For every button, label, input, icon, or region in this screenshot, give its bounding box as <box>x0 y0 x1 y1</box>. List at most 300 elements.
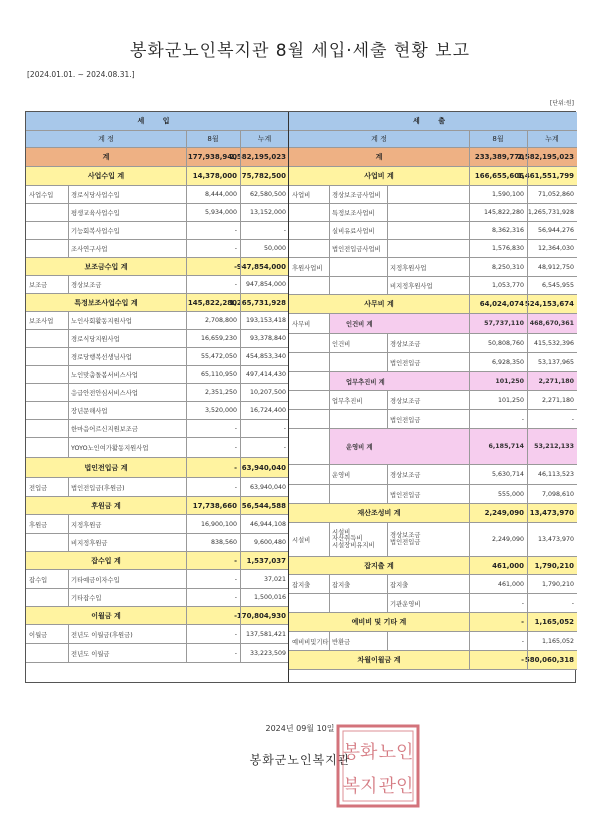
row-month-value: 145,822,280 <box>187 298 237 307</box>
column-divider <box>186 570 187 588</box>
row-cumulative-value: 9,600,480 <box>253 539 286 546</box>
column-divider <box>469 632 470 650</box>
income-row-item <box>26 570 288 589</box>
row-sublabel: 경상보조금 법인전입금 <box>390 531 421 546</box>
row-label: 재산조성비 계 <box>357 509 401 517</box>
row-cumulative-value: 7,098,610 <box>541 490 574 498</box>
row-month-value: 50,808,760 <box>487 339 524 347</box>
column-divider <box>469 167 470 185</box>
column-divider <box>68 478 69 496</box>
row-month-value: 3,520,000 <box>204 407 237 414</box>
row-month-value: 2,249,090 <box>491 536 524 543</box>
column-divider <box>527 204 528 221</box>
column-divider <box>469 295 470 313</box>
row-month-value: 16,900,100 <box>200 520 237 528</box>
expense-row-item <box>289 353 577 372</box>
column-divider <box>186 607 187 624</box>
column-divider <box>469 391 470 409</box>
row-label: 예비비 및 기타 계 <box>351 618 407 626</box>
column-divider <box>329 485 330 503</box>
row-month-value: - <box>234 483 237 491</box>
column-divider <box>387 277 388 294</box>
row-month-value: 6,928,350 <box>491 358 524 366</box>
income-row-item <box>26 625 288 644</box>
row-label: 업무추진비 <box>332 397 363 405</box>
row-cumulative-value: 454,853,340 <box>245 353 286 360</box>
row-month-value: 2,249,090 <box>484 509 524 517</box>
row-group: 전입금 <box>29 484 48 492</box>
column-divider <box>329 465 330 484</box>
column-divider <box>387 465 388 484</box>
column-divider <box>469 222 470 239</box>
column-divider <box>527 613 528 631</box>
column-divider <box>240 366 241 383</box>
expense-row-item <box>289 258 577 277</box>
row-label: 기능회복사업수입 <box>71 228 120 235</box>
column-divider <box>469 594 470 612</box>
row-month-value: - <box>234 649 237 657</box>
row-group: 사무비 <box>289 314 329 333</box>
column-divider <box>186 258 187 275</box>
column-divider <box>387 391 388 409</box>
column-divider <box>387 485 388 503</box>
income-row-item <box>26 534 288 552</box>
row-sublabel: 지정후원사업 <box>390 264 427 272</box>
column-divider <box>387 258 388 276</box>
column-divider <box>186 148 187 166</box>
row-month-value: 101,250 <box>497 396 524 404</box>
expense-row-summary <box>289 557 577 575</box>
expense-row-item <box>289 277 577 295</box>
column-divider <box>240 167 241 185</box>
expense-row-item <box>289 240 577 258</box>
row-sublabel: 법인전입금 <box>390 491 421 499</box>
row-cumulative-value: 580,060,318 <box>524 656 574 664</box>
row-month-value: - <box>521 415 524 423</box>
row-label: 사무비 계 <box>364 300 394 308</box>
column-divider <box>186 515 187 533</box>
row-month-value: 461,000 <box>497 580 524 588</box>
row-cumulative-value: 63,940,040 <box>249 483 286 491</box>
row-label: 응급안전안심서비스사업 <box>71 390 138 397</box>
column-divider <box>240 644 241 662</box>
report-date: 2024년 09월 10일 <box>265 724 335 733</box>
row-label: 사업비 계 <box>364 172 394 180</box>
column-divider <box>329 204 330 221</box>
expense-header <box>289 112 577 131</box>
column-divider <box>240 204 241 221</box>
income-row-item <box>26 515 288 534</box>
column-divider <box>469 131 470 147</box>
row-month-value: 838,560 <box>210 539 237 546</box>
expense-row-item <box>289 523 577 557</box>
row-month-value: 65,110,950 <box>200 371 237 378</box>
row-cumulative-value: - <box>283 444 286 451</box>
expense-row-item <box>289 575 577 594</box>
row-group: 예비비및기타 <box>292 638 329 646</box>
row-label: 후원금 계 <box>91 501 121 510</box>
column-divider <box>469 504 470 522</box>
column-divider <box>68 330 69 347</box>
row-sublabel: 법인전입금 <box>390 359 421 367</box>
column-divider <box>240 240 241 257</box>
row-group: 잡지출 <box>292 581 311 589</box>
column-divider <box>469 240 470 257</box>
row-cumulative-value: 6,545,955 <box>541 282 574 289</box>
col-account-header: 계 정 <box>371 135 387 143</box>
row-label: 한마음어르신지원보조금 <box>71 426 138 433</box>
column-divider <box>469 353 470 371</box>
income-row-item <box>26 366 288 384</box>
income-row-item <box>26 222 288 240</box>
row-month-value: 177,938,940 <box>187 153 237 161</box>
expense-row-summary <box>289 613 577 632</box>
official-seal <box>330 718 426 814</box>
column-divider <box>68 438 69 457</box>
row-label: 경로식당사업수입 <box>71 192 120 199</box>
row-month-value: - <box>521 618 524 626</box>
column-divider <box>68 570 69 588</box>
income-header-label: 세 입 <box>137 117 178 125</box>
income-row-item <box>26 402 288 420</box>
column-divider <box>240 258 241 275</box>
row-cumulative-value: 93,378,840 <box>249 335 286 342</box>
row-month-value: 8,250,310 <box>491 263 524 271</box>
column-divider <box>329 523 330 556</box>
seal-glyph: 봉화 <box>342 742 378 763</box>
row-label: 보조금수입 계 <box>84 262 128 271</box>
row-month-value: 5,630,714 <box>491 471 524 478</box>
income-row-item <box>26 438 288 458</box>
income-row-item <box>26 276 288 294</box>
row-month-value: 8,444,000 <box>204 191 237 198</box>
row-month-value: 1,590,100 <box>491 191 524 198</box>
expense-row-summary <box>289 314 577 334</box>
column-divider <box>329 353 330 371</box>
row-cumulative-value: 2,582,195,023 <box>517 153 574 161</box>
column-divider <box>240 276 241 293</box>
row-month-value: 6,185,714 <box>469 429 527 464</box>
income-row-summary <box>26 497 288 515</box>
row-label: 특정보조사업수입 계 <box>74 298 138 307</box>
row-month-value: 17,738,660 <box>192 501 237 510</box>
income-header <box>26 112 288 131</box>
row-cumulative-value: 71,052,860 <box>537 191 574 198</box>
row-label: 인건비 <box>332 340 351 348</box>
row-cumulative-value: 56,544,588 <box>241 501 286 510</box>
seal-glyph: 관인 <box>378 776 414 797</box>
seal-glyph: 복지 <box>342 776 378 797</box>
column-divider <box>186 167 187 185</box>
expense-row-summary <box>289 651 577 670</box>
column-divider <box>186 420 187 437</box>
row-cumulative-value: 497,414,430 <box>245 371 286 378</box>
row-cumulative-value: 1,790,210 <box>534 561 574 570</box>
row-sublabel: 경상보조금 <box>390 340 421 348</box>
seal-glyph: 노인 <box>378 742 414 763</box>
column-divider <box>469 204 470 221</box>
column-divider <box>527 557 528 574</box>
column-divider <box>186 131 187 147</box>
col-month-header: 8월 <box>492 135 504 143</box>
row-label: 계 <box>375 153 383 161</box>
column-divider <box>329 186 330 203</box>
row-cumulative-value: 170,804,930 <box>236 611 286 620</box>
row-group: 후원금 <box>29 521 48 529</box>
column-divider <box>527 148 528 166</box>
income-row-item <box>26 420 288 438</box>
column-divider <box>68 366 69 383</box>
row-cumulative-value: 75,782,500 <box>241 172 286 180</box>
income-row-item <box>26 186 288 204</box>
column-divider <box>387 523 388 556</box>
row-month-value: 145,822,280 <box>483 209 524 216</box>
row-group: 후원사업비 <box>292 264 323 272</box>
column-divider <box>186 330 187 347</box>
column-divider <box>527 651 528 669</box>
row-month-value: 1,576,830 <box>491 245 524 252</box>
expense-row-item <box>289 222 577 240</box>
column-divider <box>329 372 330 390</box>
column-divider <box>240 607 241 624</box>
row-cumulative-value: 62,580,500 <box>249 191 286 198</box>
column-divider <box>527 222 528 239</box>
column-divider <box>329 594 330 612</box>
row-month-value: 55,472,050 <box>200 353 237 360</box>
column-divider <box>469 485 470 503</box>
row-month-value: - <box>521 599 524 607</box>
row-month-value: - <box>234 556 237 565</box>
row-cumulative-value: 1,265,731,928 <box>229 298 286 307</box>
expense-row-summary <box>289 504 577 523</box>
expense-row-item <box>289 334 577 353</box>
column-divider <box>240 625 241 643</box>
row-month-value: 555,000 <box>497 490 524 498</box>
column-divider <box>240 534 241 551</box>
column-divider <box>329 391 330 409</box>
expense-row-item <box>289 186 577 204</box>
row-label: 잡지출 계 <box>364 561 394 570</box>
row-label: YOYO노인여가활동지원사업 <box>71 445 149 452</box>
column-divider <box>68 204 69 221</box>
income-row-summary <box>26 167 288 186</box>
column-divider <box>186 312 187 329</box>
row-month-value: 2,351,250 <box>204 389 237 396</box>
row-cumulative-value: 468,670,361 <box>527 314 577 333</box>
column-divider <box>186 204 187 221</box>
column-divider <box>527 632 528 650</box>
col-cumulative-header: 누계 <box>257 135 272 143</box>
row-cumulative-value: - <box>283 425 286 432</box>
column-divider <box>186 497 187 514</box>
row-sublabel: 기관운영비 <box>390 600 421 608</box>
income-row-item <box>26 478 288 497</box>
column-divider <box>240 497 241 514</box>
row-label: 사업수입 계 <box>87 172 125 180</box>
row-label: 시설비 자산취득비 시설장비유지비 <box>332 528 375 549</box>
column-divider <box>469 277 470 294</box>
column-divider <box>527 575 528 593</box>
row-cumulative-value: 137,581,421 <box>245 630 286 638</box>
column-divider <box>240 420 241 437</box>
column-divider <box>68 402 69 419</box>
row-cumulative-value: 13,473,970 <box>529 509 574 517</box>
column-divider <box>527 258 528 276</box>
column-divider <box>240 570 241 588</box>
income-row-item <box>26 644 288 663</box>
row-cumulative-value: 53,137,965 <box>537 358 574 366</box>
column-divider <box>469 372 470 390</box>
row-group: 보조금 <box>29 282 48 289</box>
column-divider <box>240 348 241 365</box>
row-label: 특정보조사업비 <box>332 210 375 217</box>
column-divider <box>469 465 470 484</box>
expense-row-item <box>289 410 577 429</box>
row-label: 노인맞춤돌봄서비스사업 <box>71 372 138 379</box>
row-month-value: - <box>234 227 237 234</box>
row-label: 지정후원금 <box>71 521 102 529</box>
column-divider <box>387 334 388 352</box>
income-row-item <box>26 330 288 348</box>
row-label: 이월금 계 <box>91 611 121 620</box>
row-month-value: - <box>234 425 237 432</box>
row-month-value: 233,389,770 <box>474 153 524 161</box>
row-label: 평생교육사업수입 <box>71 210 120 217</box>
row-month-value: 16,659,230 <box>200 335 237 342</box>
column-divider <box>527 465 528 484</box>
column-divider <box>186 366 187 383</box>
column-divider <box>329 258 330 276</box>
row-label: 기타잡수입 <box>71 595 102 602</box>
expense-row-summary <box>289 167 577 186</box>
row-group: 사업비 <box>292 192 311 199</box>
row-label: 운영비 계 <box>346 444 373 451</box>
row-cumulative-value: 63,940,040 <box>241 463 286 472</box>
row-label: 기타예금이자수입 <box>71 576 120 584</box>
row-cumulative-value: 13,473,970 <box>537 536 574 543</box>
column-divider <box>240 330 241 347</box>
column-divider <box>469 651 470 669</box>
row-month-value: 101,250 <box>469 372 527 390</box>
income-row-item <box>26 312 288 330</box>
column-divider <box>68 644 69 662</box>
row-cumulative-value: 1,165,052 <box>534 618 574 626</box>
column-divider <box>240 131 241 147</box>
row-cumulative-value: 33,223,509 <box>249 649 286 657</box>
row-cumulative-value: 1,265,731,928 <box>527 209 574 216</box>
column-divider <box>387 410 388 428</box>
column-divider <box>186 240 187 257</box>
income-column-header <box>26 131 288 148</box>
expense-row-item <box>289 204 577 222</box>
expense-row-item <box>289 594 577 613</box>
row-cumulative-value: 193,153,418 <box>245 317 286 324</box>
column-divider <box>68 186 69 203</box>
row-cumulative-value: 10,207,500 <box>249 389 286 396</box>
row-cumulative-value: 1,500,016 <box>253 594 286 601</box>
row-month-value: - <box>234 611 237 620</box>
report-table <box>25 111 576 683</box>
col-account-header: 계 정 <box>98 135 114 143</box>
row-month-value: - <box>521 656 524 664</box>
row-cumulative-value: 415,532,396 <box>533 339 574 347</box>
column-divider <box>469 258 470 276</box>
column-divider <box>329 314 330 333</box>
expense-row-item <box>289 465 577 485</box>
column-divider <box>68 276 69 293</box>
row-cumulative-value: 1,537,037 <box>246 556 286 565</box>
column-divider <box>469 523 470 556</box>
column-divider <box>527 334 528 352</box>
row-group: 이월금 <box>29 631 48 639</box>
expense-row-item <box>289 632 577 651</box>
column-divider <box>68 348 69 365</box>
row-month-value: - <box>234 281 237 288</box>
row-cumulative-value: 947,854,000 <box>236 262 286 271</box>
row-cumulative-value: 46,944,108 <box>249 520 286 528</box>
row-label: 경로식당지원사업 <box>71 336 120 343</box>
column-divider <box>240 312 241 329</box>
column-divider <box>68 515 69 533</box>
row-month-value: 8,362,316 <box>491 227 524 234</box>
row-cumulative-value: 37,021 <box>263 575 286 583</box>
column-divider <box>186 644 187 662</box>
column-divider <box>527 167 528 185</box>
row-cumulative-value: 1,790,210 <box>541 580 574 588</box>
row-group: 잡수입 <box>29 576 48 584</box>
expense-header-label: 세 출 <box>413 117 453 125</box>
column-divider <box>527 314 528 333</box>
column-divider <box>240 458 241 477</box>
row-label: 인건비 계 <box>346 321 373 328</box>
row-month-value: - <box>234 630 237 638</box>
column-divider <box>329 334 330 352</box>
unit-label: [단위:원] <box>549 100 574 107</box>
row-cumulative-value: 1,165,052 <box>541 637 574 645</box>
row-month-value: - <box>521 637 524 645</box>
column-divider <box>329 277 330 294</box>
column-divider <box>469 186 470 203</box>
income-row-summary <box>26 552 288 570</box>
expense-row-summary <box>289 148 577 167</box>
row-month-value: 166,655,606 <box>474 172 524 180</box>
income-row-item <box>26 348 288 366</box>
row-month-value: - <box>234 262 237 271</box>
column-divider <box>240 438 241 457</box>
row-group: 시설비 <box>292 537 311 544</box>
row-label: 업무추진비 계 <box>346 378 385 386</box>
column-divider <box>186 276 187 293</box>
row-month-value: 5,934,000 <box>204 209 237 216</box>
report-period: [2024.01.01. ~ 2024.08.31.] <box>27 70 135 79</box>
column-divider <box>527 295 528 313</box>
income-row-item <box>26 589 288 607</box>
column-divider <box>240 294 241 311</box>
income-row-item <box>26 240 288 258</box>
column-divider <box>240 478 241 496</box>
row-sublabel: 경상보조금 <box>390 472 421 479</box>
column-divider <box>68 222 69 239</box>
col-cumulative-header: 누계 <box>545 135 559 143</box>
row-cumulative-value: 46,113,523 <box>537 471 574 478</box>
row-label: 경상보조금 <box>71 282 102 289</box>
row-cumulative-value: 53,212,133 <box>527 429 577 464</box>
column-divider <box>186 294 187 311</box>
row-cumulative-value: - <box>571 415 574 423</box>
row-month-value: - <box>234 594 237 601</box>
row-cumulative-value: 50,000 <box>263 245 286 252</box>
column-divider <box>527 372 528 390</box>
